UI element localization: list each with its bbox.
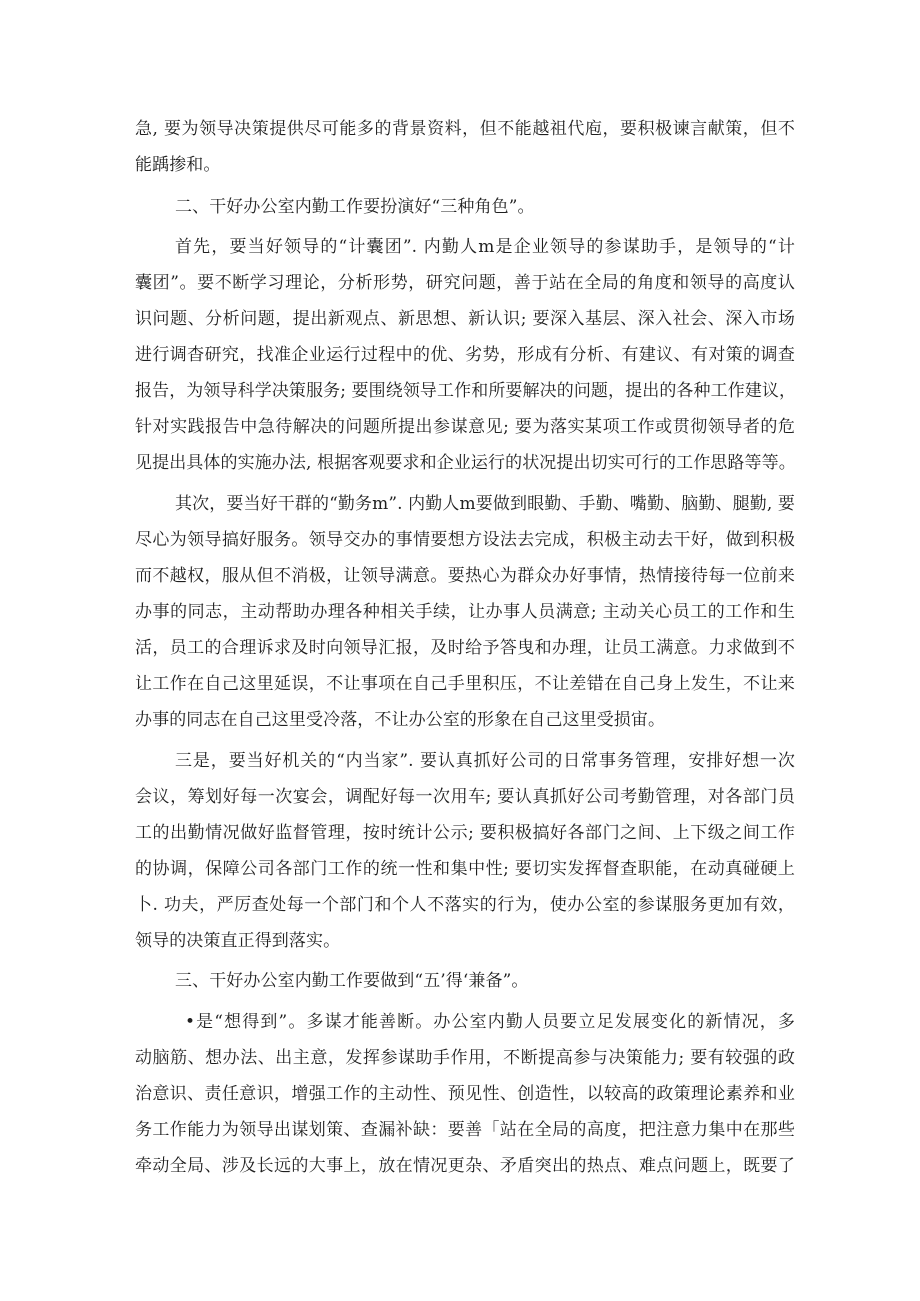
text-line: 其次，要当好干群的“勤务m”. 内勤人m要做到眼勤、手勤、嘴勤、脑勤、腿勤, 要 [175, 494, 795, 514]
text-line: 牵动全局、涉及长远的大事上，放在情况更杂、矛盾突出的热点、难点问题上，既要了 [135, 1156, 795, 1176]
text-line: 办事的同志在自己这里受冷落，不让办公室的形象在自己这里受损宙。 [135, 710, 666, 730]
text-line: 会议，筹划好每一次宴会，调配好每一次用车; 要认真抓好公司考勤管理，对各部门员 [135, 787, 795, 807]
text-line: 治意识、责任意识，增强工作的主动性、预见性、创造性，以较高的政策理论素养和业 [135, 1084, 795, 1104]
text-line: 领导的决策直正得到落实。 [135, 931, 341, 951]
text-line: 动脑筋、想办法、出主意，发挥参谋助手作用，不断提高参与决策能力; 要有较强的政 [135, 1048, 795, 1068]
section-heading: 三、干好办公室内勤工作要做到“五’得‘兼备”。 [175, 971, 529, 991]
text-line: 让工作在自己这里延误，不让事项在自己手里积压，不让差错在自己身上发生，不让来 [135, 674, 795, 694]
text-line: 首先，要当好领导的“计囊团”. 内勤人m是企业领导的参谋助手，是领导的“计 [175, 237, 795, 257]
text-line: 工的出勤情况做好监督管理，按时统计公示; 要积极搞好各部门之间、上下级之间工作 [135, 823, 795, 843]
text-line: 报告，为领导科学决策服务; 要围绕领导工作和所要解决的问题，提出的各种工作建议， [135, 381, 797, 401]
text-line: 见提出具体的实施办法, 根据客观要求和企业运行的状况提出切实可行的工作思路等等。 [135, 453, 796, 473]
text-line: 活，员工的合理诉求及时向领导汇报，及时给予答曳和办理，让员工满意。力求做到不 [135, 638, 795, 658]
text-line: 三是，要当好机关的“内当家”. 要认真抓好公司的日常事务管理，安排好想一次 [175, 751, 795, 771]
text-line: 针对实践报告中急待解决的问题所提出参谋意见; 要为落实某项工作或贯彻领导者的危 [135, 417, 795, 437]
text-line: 卜. 功夫，严厉查处每一个部门和个人不落实的行为，使办公室的参谋服务更加有效， [135, 895, 795, 915]
text-line: 识问题、分析问题，提出新观点、新思想、新认识; 要深入基层、深入社会、深入市场 [135, 309, 795, 329]
text-line: 尽心为领导搞好服务。领导交办的事情要想方设法去完成，积极主动去干好，做到积极 [135, 530, 795, 550]
text-line: 而不越权，服从但不消极，让领导满意。要热心为群众办好事情，热情接待每一位前来 [135, 566, 795, 586]
text-line: 急, 要为领导决策提供尽可能多的背景资料，但不能越祖代庖，要积极谏言献策，但不 [135, 119, 795, 139]
text-line: 能踽掺和。 [135, 155, 221, 175]
text-line: 进行调杳研究，找准企业运行过程中的优、劣势，形成有分析、有建议、有对策的调查 [135, 345, 795, 365]
text-line: 囊团”。要不断学习理论，分析形势，研究问题，善于站在全局的角度和领导的高度认 [135, 273, 795, 293]
text-line: •是“想得到”。多谋才能善断。办公室内勤人员要立足发展变化的新情况，多 [185, 1012, 795, 1032]
text-line: 的协调，保障公司各部门工作的统一性和集中性; 要切实发挥督查职能，在动真碰硬上 [135, 859, 795, 879]
section-heading: 二、干好办公室内勤工作要扮演好“三种角色”。 [175, 197, 535, 217]
text-line: 办事的同志，主动帮助办理各种相关手续，让办事人员满意; 主动关心员工的工作和生 [135, 602, 795, 622]
text-line: 务工作能力为领导出谋划策、查漏补缺：要善「站在全局的高度，把注意力集中在那些 [135, 1120, 795, 1140]
